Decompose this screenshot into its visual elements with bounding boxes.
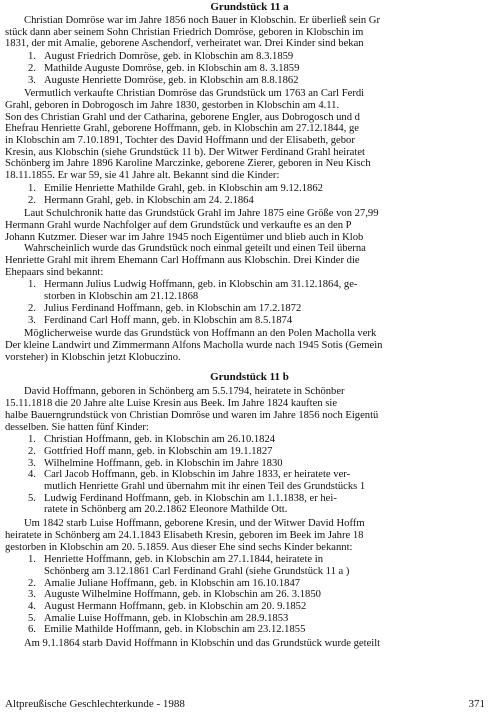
text-line: Der kleine Landwirt und Zimmermann Alfons Macholla wurde nach 1945 Sotis (Gemein (5, 339, 383, 351)
list-item (5, 279, 494, 302)
list-item-text: Emilie Mathilde Hoffmann, geb. in Klobschin am 23.12.1855 (44, 624, 306, 636)
list-number: 2. (28, 62, 36, 74)
section-heading-11b: Grundstück 11 b (210, 371, 289, 384)
children-list (5, 183, 494, 206)
list-item-text: ratete in Schönberg am 20.2.1862 Eleonore Mathilde Ott. (44, 504, 288, 516)
list-number: 5. (28, 612, 36, 624)
list-item (5, 315, 494, 327)
list-item-text: mutlich Henriette Grahl und übernahm mit ihr einen Teil des Grundstücks 1 (44, 481, 366, 493)
children-list (5, 434, 494, 516)
list-item-text: August Friedrich Domröse, geb. in Klobschin am 8.3.1859 (44, 51, 294, 63)
paragraph (5, 386, 494, 433)
text-line: Wahrscheinlich wurde das Grundstück noch einmal geteilt und einen Teil überna (24, 243, 366, 255)
list-item-text: Christian Hoffmann, geb. in Klobschin am 26.10.1824 (44, 434, 276, 446)
list-item (5, 51, 494, 63)
list-item (5, 303, 494, 315)
children-list (5, 279, 494, 326)
text-line: Um 1842 starb Luise Hoffmann, geborene Kresin, und der Witwer David Hoffm (24, 518, 365, 530)
text-line: desselben. Sie hatten fünf Kinder: (5, 421, 149, 433)
list-number: 6. (28, 624, 36, 636)
list-number: 3. (28, 74, 36, 86)
paragraph (5, 328, 494, 363)
list-number: 4. (28, 601, 36, 613)
list-item (5, 601, 494, 613)
list-number: 2. (28, 577, 36, 589)
text-line: Ehepaars sind bekannt: (5, 266, 104, 278)
list-item-text: Auguste Henriette Domröse, geb. in Klobschin am 8.8.1862 (44, 74, 299, 86)
text-line: Grahl, geboren in Dobrogosch im Jahre 1830, gestorben in Klobschin am 4.11. (5, 99, 340, 111)
paragraph (5, 88, 494, 182)
text-line: Hermann Grahl wurde Nachfolger auf dem Grundstück und verkaufte es an den P (5, 219, 352, 231)
paragraph (5, 15, 494, 50)
text-line: Son des Christian Grahl und der Catharina, geborene Engler, aus Dobrogosch und d (5, 111, 360, 123)
list-number: 1. (28, 51, 36, 63)
list-number: 4. (28, 469, 36, 481)
text-line: 18.11.1855. Er war 59, sie 41 Jahre alt. Bekannt sind die Kinder: (5, 170, 280, 182)
text-line: Ehefrau Henriette Grahl, geborene Hoffmann, geb. in Klobschin am 27.12.1844, ge (5, 123, 360, 135)
list-item (5, 589, 494, 601)
list-item (5, 493, 494, 516)
list-item-text: Schönberg am 3.12.1861 Carl Ferdinand Grahl (siehe Grundstück 11 a ) (44, 565, 350, 577)
list-item-text: August Hermann Hoffmann, geb. in Klobschin am 20. 9.1852 (44, 601, 307, 613)
text-line: in Klobschin am 7.10.1891, Tochter des David Hoffmann und der Elisabeth, gebor (5, 135, 355, 147)
list-item-text: Ludwig Ferdinand Hoffmann, geb. in Klobschin am 1.1.1838, er hei- (44, 492, 337, 504)
text-line: halbe Bauerngrundstück von Christian Domröse und waren im Jahre 1856 noch Eigentü (5, 409, 379, 421)
text-line: gestorben in Klobschin am 20. 5.1859. Aus dieser Ehe sind sechs Kinder bekannt: (5, 541, 353, 553)
text-line: Möglicherweise wurde das Grundstück von Hoffmann an den Polen Macholla verk (24, 328, 377, 340)
text-line: vorsteher) in Klobschin jetzt Klobuczino. (5, 351, 181, 363)
list-number: 2. (28, 194, 36, 206)
text-line: 1831, der mit Amalie, geborene Aschendorf, verheiratet war. Drei Kinder sind bekan (5, 38, 364, 50)
list-item-text: Mathilde Auguste Domröse, geb. in Klobschin am 8. 3.1859 (44, 62, 300, 74)
list-item-text: Amalie Juliane Hoffmann, geb. in Klobschin am 16.10.1847 (44, 577, 301, 589)
paragraph (5, 208, 494, 243)
list-number: 2. (28, 445, 36, 457)
text-line: Kresin, aus Klobschin (siehe Grundstück 11 b). Der Witwer Ferdinand Grahl heiratet (5, 146, 365, 158)
children-list (5, 51, 494, 86)
list-number: 1. (28, 434, 36, 446)
list-item (5, 195, 494, 207)
list-item-text: storben in Klobschin am 21.12.1868 (44, 291, 199, 303)
paragraph (5, 638, 494, 650)
list-item (5, 458, 494, 470)
text-line: heiratete in Schönberg am 24.1.1843 Elisabeth Kresin, geboren im Beek im Jahre 18 (5, 529, 364, 541)
text-line: 15.11.1818 die 20 Jahre alte Luise Kresin aus Beek. Im Jahre 1824 kauften sie (5, 398, 338, 410)
list-number: 5. (28, 492, 36, 504)
list-number: 3. (28, 589, 36, 601)
paragraph (5, 518, 494, 553)
list-item (5, 578, 494, 590)
list-item-text: Hermann Grahl, geb. in Klobschin am 24. 2.1864 (44, 194, 254, 206)
list-number: 1. (28, 182, 36, 194)
list-item-text: Gottfried Hoff mann, geb. in Klobschin am 19.1.1827 (44, 445, 273, 457)
paragraph (5, 243, 494, 278)
page-content (5, 1, 494, 650)
list-item-text: Wilhelmine Hoffmann, geb. in Klobschin im Jahre 1830 (44, 457, 283, 469)
list-item (5, 624, 494, 636)
text-line: Vermutlich verkaufte Christian Domröse das Grundstück um 1763 an Carl Ferdi (24, 88, 365, 100)
list-item-text: Auguste Wilhelmine Hoffmann, geb. in Klobschin am 26. 3.1850 (44, 589, 321, 601)
list-item (5, 434, 494, 446)
list-item (5, 446, 494, 458)
text-line: David Hoffmann, geboren in Schönberg am 5.5.1794, heiratete in Schönber (24, 386, 345, 398)
list-item (5, 183, 494, 195)
list-item-text: Henriette Hoffmann, geb. in Klobschin am 27.1.1844, heiratete in (44, 554, 323, 566)
text-line: Schönberg im Jahre 1896 Karoline Marczinke, geborene Zierer, geboren in Neu Kisch (5, 158, 371, 170)
text-line: stück dann aber seinem Sohn Christian Friedrich Domröse, geboren in Klobschin im (5, 26, 364, 38)
list-item (5, 554, 494, 577)
text-line: Christian Domröse war im Jahre 1856 noch Bauer in Klobschin. Er überließ sein Gr (24, 15, 380, 26)
list-item (5, 613, 494, 625)
list-number: 1. (28, 554, 36, 566)
list-item-text: Carl Jacob Hoffmann, geb. in Klobschin im Jahre 1833, er heiratete ver- (44, 469, 351, 481)
text-line: Laut Schulchronik hatte das Grundstück Grahl im Jahre 1875 eine Größe von 27,99 (24, 208, 379, 220)
list-item-text: Emilie Henriette Mathilde Grahl, geb. in Klobschin am 9.12.1862 (44, 182, 323, 194)
text-line: Henriette Grahl mit ihrem Ehemann Carl Hoffmann aus Klobschin. Drei Kinder die (5, 255, 360, 267)
list-item-text: Ferdinand Carl Hoff mann, geb. in Klobschin am 8.5.1874 (44, 314, 293, 326)
page-number: 371 (468, 698, 485, 710)
section-heading-11a: Grundstück 11 a (210, 1, 289, 13)
text-line: Am 9.1.1864 starb David Hoffmann in Klobschin und das Grundstück wurde geteilt (24, 638, 381, 650)
text-line: Johann Kutzmer. Dieser war im Jahre 1945 noch Eigentümer und blieb auch in Klob (5, 231, 364, 243)
list-item (5, 75, 494, 87)
list-number: 2. (28, 302, 36, 314)
list-number: 3. (28, 457, 36, 469)
list-item-text: Julius Ferdinand Hoffmann, geb. in Klobschin am 17.2.1872 (44, 302, 302, 314)
list-number: 3. (28, 314, 36, 326)
list-item (5, 469, 494, 492)
list-number: 1. (28, 279, 36, 291)
list-item-text: Amalie Luise Hoffmann, geb. in Klobschin am 28.9.1853 (44, 612, 289, 624)
journal-title: Altpreußische Geschlechterkunde - 1988 (5, 698, 185, 710)
list-item-text: Hermann Julius Ludwig Hoffmann, geb. in Klobschin am 31.12.1864, ge- (44, 279, 358, 291)
children-list (5, 554, 494, 636)
list-item (5, 63, 494, 75)
